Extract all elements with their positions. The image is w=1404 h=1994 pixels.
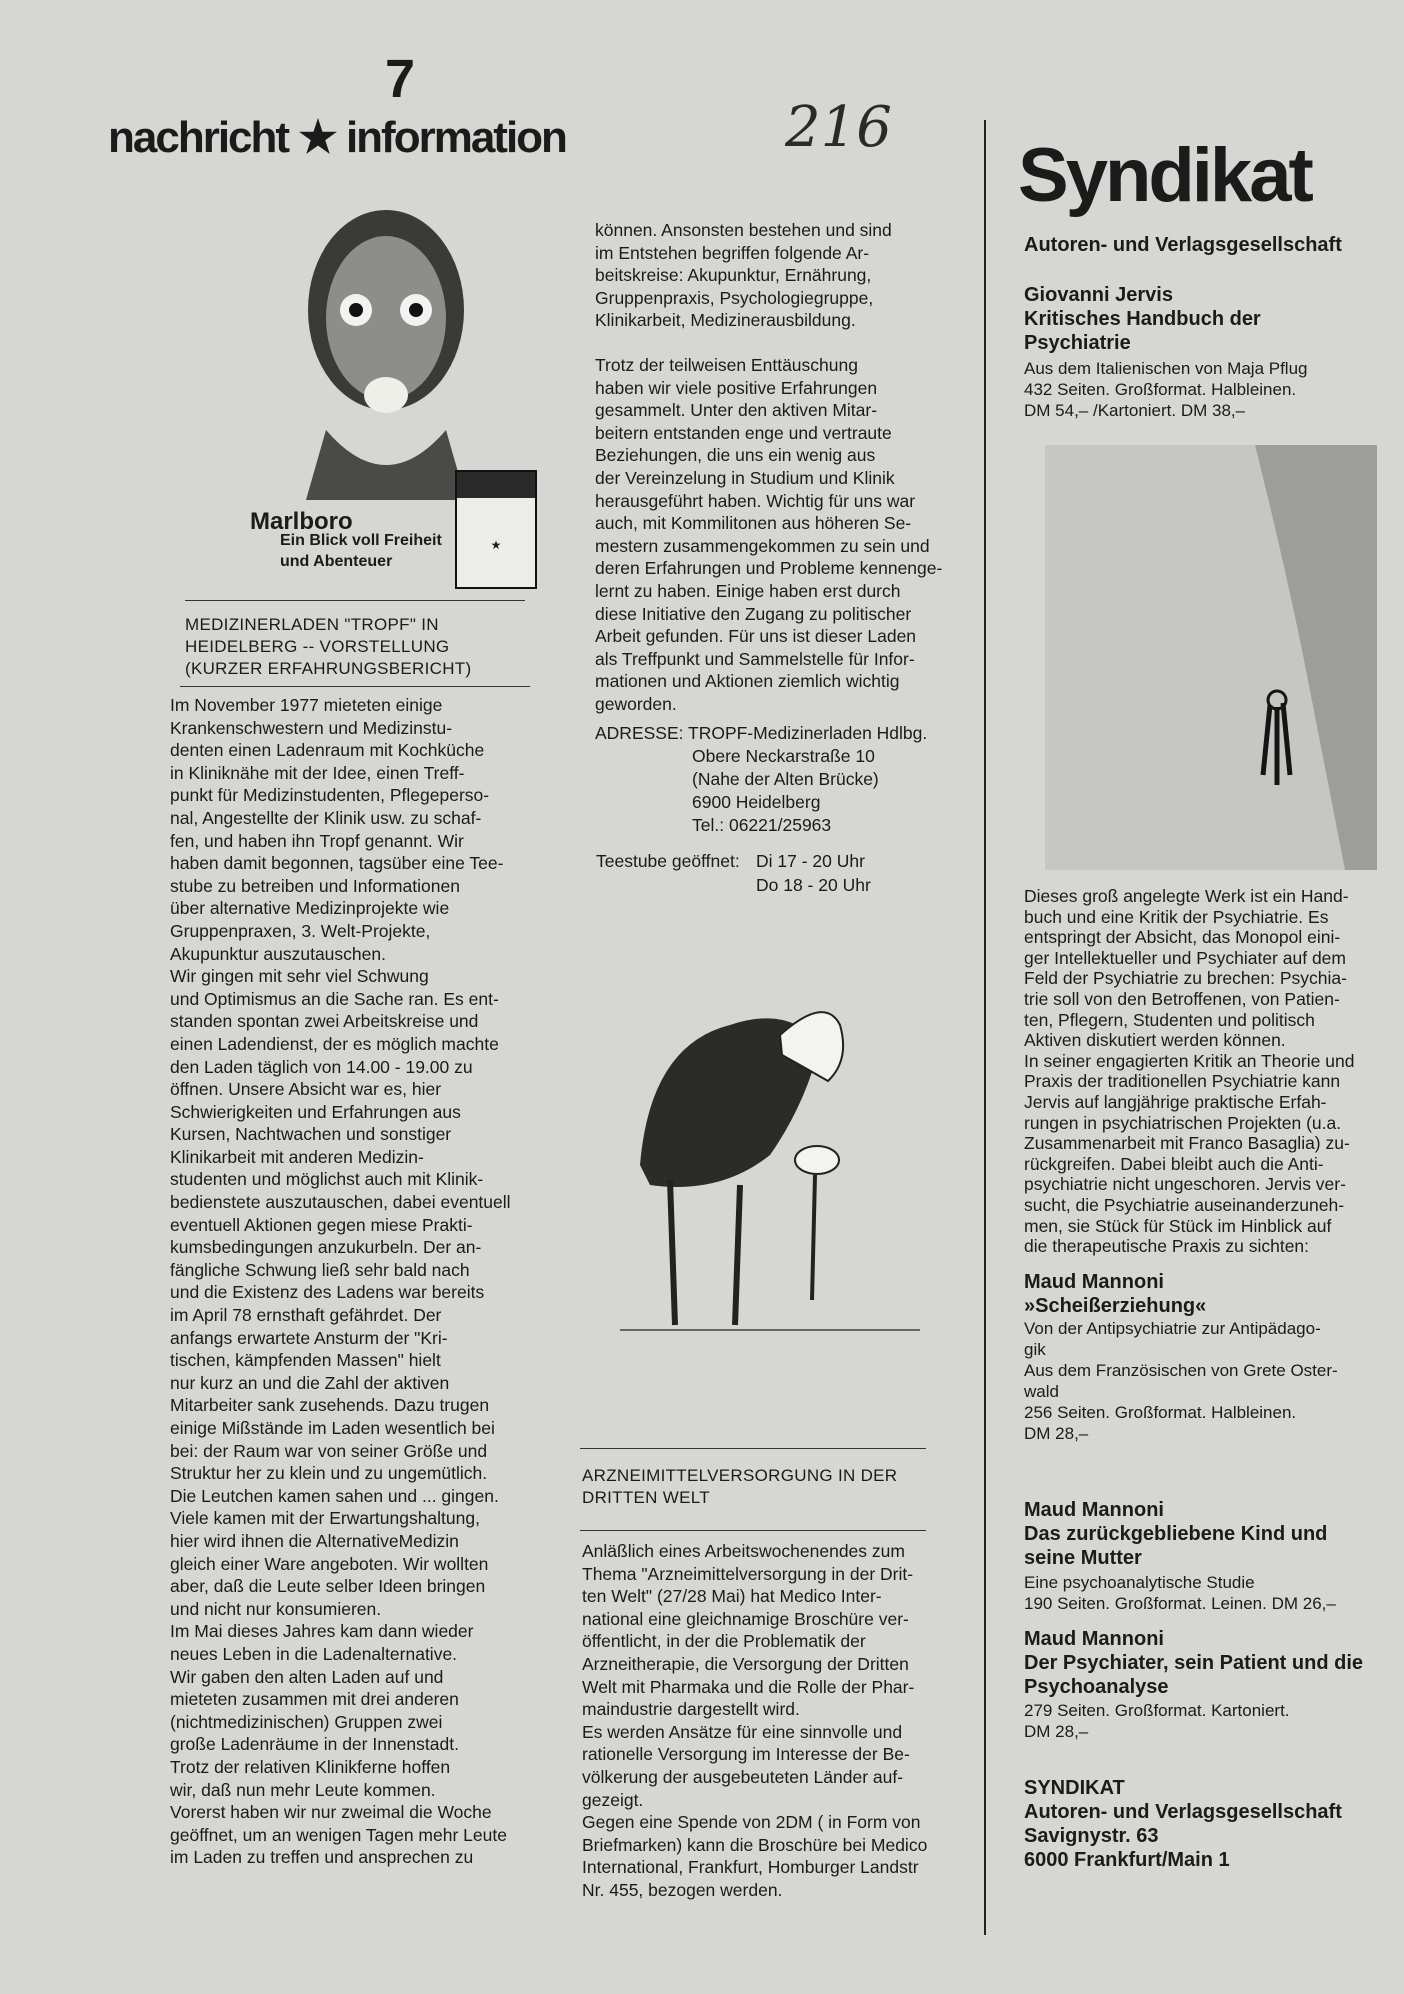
page-number: 7 [384,49,416,109]
address-label: ADRESSE: [595,723,684,743]
handwritten-page-number: 216 [785,95,892,160]
syndikat-logo: Syndikat [1018,133,1311,218]
marlboro-slogan-line1: Ein Blick voll Freiheit [280,532,442,549]
address-line: 6900 Heidelberg [692,792,821,812]
pack-brand-mark: ★ [490,538,502,552]
article-heading-rule [180,686,530,687]
teestube-hours: Di 17 - 20 Uhr [756,851,865,871]
syndikat-subtitle: Autoren- und Verlagsgesellschaft [1024,234,1342,256]
address-line: (Nahe der Alten Brücke) [692,769,879,789]
column-divider [984,120,986,1935]
teestube-label: Teestube geöffnet: [596,851,740,871]
publisher-address: SYNDIKAT Autoren- und Verlagsgesellschaft Savignystr. 63 6000 Frankfurt/Main 1 [1024,1777,1342,1871]
book4-details: 279 Seiten. Großformat. Kartoniert. DM 28,– [1024,1701,1290,1741]
book1-description: Dieses groß angelegte Werk ist ein Hand- buch und eine Kritik der Psychiatrie. Es entspringt der Absicht, das Monopol eini- ger Intellektueller und Psychiater auf dem Feld der Psychiatrie zu brechen: Psychia- trie soll von den Betroffenen, von Patien- ten, Pflegern, Studenten und politisch Aktiven diskutiert werden können. In seiner engagierten Kritik an Theorie und Praxis der traditionellen Psychiatrie kann Jervis auf langjährige praktische Erfah- rungen in psychiatrischen Projekten (u.a. Zusammenarbeit mit Franco Basaglia) zu- rückgreifen. Dabei bleibt auch die Anti- psychiatrie nicht ungeschoren. Jervis ver- sucht, die Psychiatrie auseinanderzuneh- men, sie Stück für Stück im Hinblick auf die therapeutische Praxis zu sichten: [1024,886,1355,1257]
masthead: nachricht ★ information [108,113,566,162]
marlboro-slogan-line2: und Abenteuer [280,553,393,570]
article-heading: MEDIZINERLADEN "TROPF" IN HEIDELBERG -- VORSTELLUNG (KURZER ERFAHRUNGSBERICHT) [185,615,472,678]
book1-details: Aus dem Italienischen von Maja Pflug 432 Seiten. Großformat. Halbleinen. DM 54,– /Kartoniert. DM 38,– [1024,359,1308,420]
marlboro-caricature-image [296,200,476,500]
address-line: Tel.: 06221/25963 [692,815,832,835]
book3-title: Maud Mannoni Das zurückgebliebene Kind und seine Mutter [1024,1499,1328,1569]
cigarette-pack-image [455,470,537,589]
marlboro-brand: Marlboro [250,508,353,535]
article-body-column2-part1: können. Ansonsten bestehen und sind im Entstehen begriffen folgende Ar- beitskreise: Akupunktur, Ernährung, Gruppenpraxis, Psychologiegruppe, Klinikarbeit, Medizinerausbildung. [595,220,892,331]
book2-details: Von der Antipsychiatrie zur Antipädago- gik Aus dem Französischen von Grete Oster- wald 256 Seiten. Großformat. Halbleinen. DM 28,– [1024,1319,1338,1443]
article2-heading: ARZNEIMITTELVERSORGUNG IN DER DRITTEN WELT [582,1466,898,1507]
article-top-rule [185,600,525,601]
book1-title: Giovanni Jervis Kritisches Handbuch der Psychiatrie [1024,284,1261,354]
article-body-column2-part2: Trotz der teilweisen Enttäuschung haben wir viele positive Erfahrungen gesammelt. Unter den aktiven Mitar- beitern entstanden enge und vertraute Beziehungen, die uns ein wenig aus der Vereinzelung in Studium und Klinik herausgeführt haben. Wichtig für uns war auch, mit Kommilitonen aus höheren Se- mestern zusammengekommen zu sein und deren Erfahrungen und Probleme kennenge- lernt zu haben. Einige haben erst durch diese Initiative den Zugang zu politischer Arbeit gefunden. Für uns ist dieser Laden als Treffpunkt und Sammelstelle für Infor- mationen und Aktionen ziemlich wichtig geworden. [595,355,943,714]
teestube-hours: Do 18 - 20 Uhr [756,875,871,895]
book4-title: Maud Mannoni Der Psychiater, sein Patient und die Psychoanalyse [1024,1628,1364,1698]
article-body-column1: Im November 1977 mieteten einige Krankenschwestern und Medizinstu- denten einen Ladenraum mit Kochküche in Kliniknähe mit der Idee, einen Treff- punkt für Medizinstudenten, Pflegeperso- nal, Angestellte der Klinik usw. zu schaf- fen, und haben ihn Tropf genannt. Wir haben damit begonnen, tagsüber eine Tee- stube zu betreiben und Informationen über alternative Medizinprojekte wie Gruppenpraxen, 3. Welt-Projekte, Akupunktur auszutauschen. Wir gingen mit sehr viel Schwung und Optimismus an die Sache ran. Es ent- standen spontan zwei Arbeitskreise und einen Ladendienst, der es möglich machte den Laden täglich von 14.00 - 19.00 zu öffnen. Unsere Absicht war es, hier Schwierigkeiten und Erfahrungen aus Kursen, Nachtwachen und sonstiger Klinikarbeit mit anderen Medizin- studenten und möglichst auch mit Klinik- bedienstete auszutauschen, dabei eventuell eventuell Aktionen gegen miese Prakti- kumsbedingungen anzukurbeln. Der an- fängliche Schwung ließ sehr bald nach und die Existenz des Ladens war bereits im April 78 ernsthaft gefährdet. Der anfangs erwartete Ansturm der "Kri- tischen, kämpfenden Massen" hielt nur kurz an und die Zahl der aktiven Mitarbeiter sank zusehends. Dazu trugen einige Mißstände im Laden wesentlich bei bei: der Raum war von seiner Größe und Struktur her zu klein und zu ungemütlich. Die Leutchen kamen sahen und ... gingen. Viele kamen mit der Erwartungshaltung, hier wird ihnen die AlternativeMedizin gleich einer Ware angeboten. Wir wollten aber, daß die Leute selber Ideen bringen und nicht nur konsumieren. Im Mai dieses Jahres kam dann wieder neues Leben in die Ladenalternative. Wir gaben den alten Laden auf und mieteten zusammen mit drei anderen (nichtmedizinischen) Gruppen zwei große Ladenräume in der Innenstadt. Trotz der relativen Klinikferne hoffen wir, daß nun mehr Leute kommen. Vorerst haben wir nur zweimal die Woche geöffnet, um an wenigen Tagen mehr Leute im Laden zu treffen und ansprechen zu [170,695,511,1868]
book3-details: Eine psychoanalytische Studie 190 Seiten. Großformat. Leinen. DM 26,– [1024,1573,1336,1613]
article2-body: Anläßlich eines Arbeitswochenendes zum Thema "Arzneimittelversorgung in der Drit- ten Welt" (27/28 Mai) hat Medico Inter- national eine gleichnamige Broschüre ver- öffentlicht, in der die Problematik der Arzneitherapie, die Versorgung der Dritten Welt mit Pharmaka und die Rolle der Phar- maindustrie dargestellt wird. Es werden Ansätze für eine sinnvolle und rationelle Versorgung im Interesse der Be- völkerung der ausgebeuteten Länder auf- gezeigt. Gegen eine Spende von 2DM ( in Form von Briefmarken) kann die Broschüre bei Medico International, Frankfurt, Homburger Landstr Nr. 455, bezogen werden. [582,1541,928,1900]
ostrich-cartoon-illustration [590,985,960,1370]
address-line: TROPF-Medizinerladen Hdlbg. [688,723,928,743]
article2-top-rule [580,1448,926,1449]
book2-title: Maud Mannoni »Scheißerziehung« [1024,1271,1207,1317]
book-cover-photo [1045,445,1377,870]
article2-heading-rule [580,1530,926,1531]
address-line: Obere Neckarstraße 10 [692,746,875,766]
